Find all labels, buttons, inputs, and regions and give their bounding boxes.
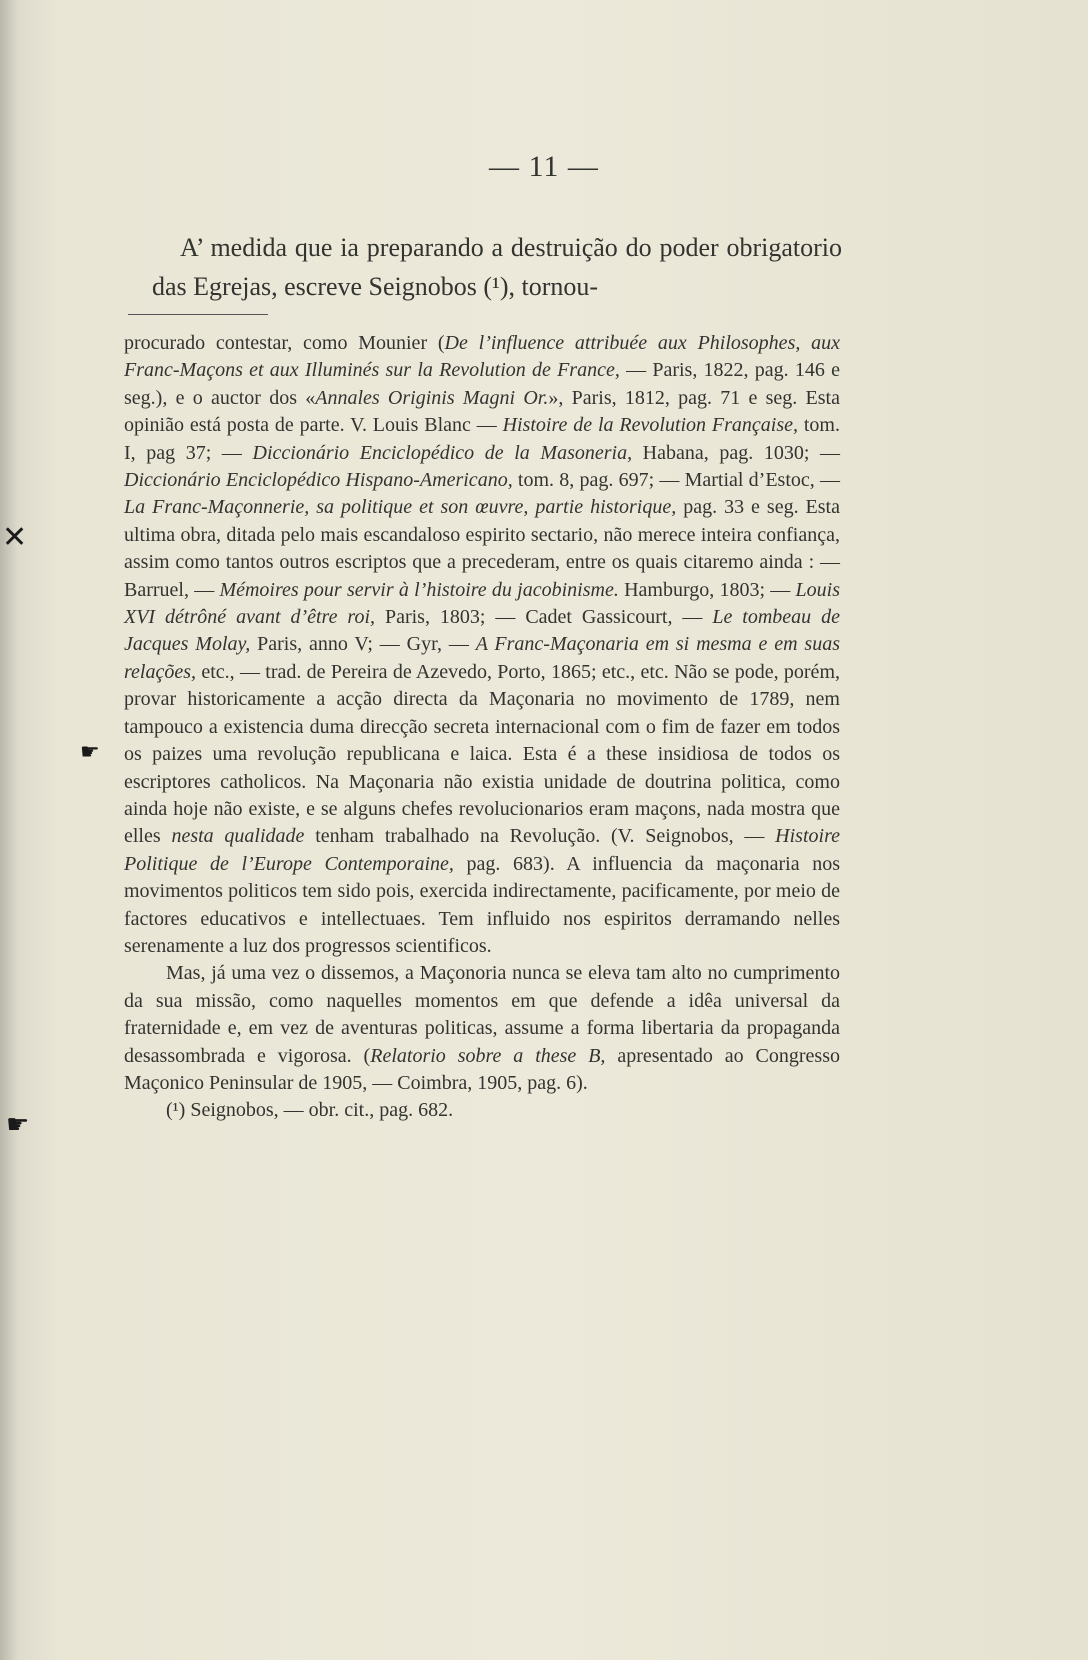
pointer-mark-icon-2: ☛: [6, 1110, 30, 1140]
note-text: apresentado ao Congresso Maçonico Peninsular de 1905, — Coimbra, 1905, pag. 6).: [124, 1044, 840, 1094]
note-text: Hamburgo, 1803; —: [618, 578, 796, 601]
note-text: Habana, pag. 1030; —: [632, 441, 841, 464]
footnote: (¹) Seignobos, — obr. cit., pag. 682.: [166, 1099, 454, 1122]
italic-title: Diccionário Enciclopédico de la Masoneria,: [252, 441, 633, 464]
italic-title: De l’influence attribuée aux Philosophes, aux Franc-Maçons et aux Illuminés sur la Revolution de France,: [124, 332, 840, 382]
note-text: Paris, 1803; — Cadet Gassicourt, —: [375, 606, 713, 629]
italic-title: Histoire Politique de l’Europe Contemporaine,: [124, 825, 840, 875]
italic-title: nesta qualidade: [171, 825, 305, 848]
note-text: tom. 8, pag. 697; — Martial d’Estoc, —: [512, 469, 840, 492]
note-text: pag. 683). A influencia da maçonaria nos movimentos politicos tem sido pois, exercida indirectamente, pacificamente, por meio de factores educativos e intellectuaes. Tem influido nos espiritos derramando nelles serenamente a luz dos progressos scientificos.: [124, 852, 840, 957]
italic-title: Louis XVI détrôné avant d’être roi,: [124, 578, 840, 629]
note-paragraph-2: [124, 960, 840, 1097]
italic-title: La Franc-Maçonnerie, sa politique et son œuvre, partie historique,: [124, 496, 677, 519]
italic-title: A Franc-Maçonaria em si mesma e em suas relações,: [124, 633, 840, 683]
note-text: Mas, já uma vez o dissemos, a Maçonoria nunca se eleva tam alto no cumprimento da sua missão, como naquelles momentos em que defende a idêa universal da fraternidade e, em vez de aventuras politicas, assume a forma libertaria da propaganda desassombrada e vigorosa. (: [124, 962, 840, 1067]
note-text: tenham trabalhado na Revolução. (V. Seignobos, —: [304, 825, 776, 848]
note-text: — Paris, 1822, pag. 146 e seg.), e o auctor dos «: [124, 359, 840, 409]
note-paragraph-1: [124, 330, 840, 960]
note-text: pag. 33 e seg. Esta ultima obra, ditada pelo mais escandaloso espirito sectario, não merece inteira confiança, assim como tantos outros escriptos que a precederam, entre os quais citaremo ainda : — Barruel, —: [124, 496, 840, 601]
italic-title: Mémoires pour servir à l’histoire du jacobinisme.: [219, 578, 619, 601]
italic-title: Le tombeau de Jacques Molay,: [124, 606, 840, 656]
body-paragraph: A’ medida que ia preparando a destruição do poder obrigatorio das Egrejas, escreve Seignobos (¹), tornou-: [152, 233, 842, 301]
italic-title: Histoire de la Revolution Française,: [502, 414, 799, 437]
note-text: tom. I, pag 37; —: [124, 414, 840, 464]
italic-title: Annales Originis Magni Or.: [315, 386, 549, 409]
note-text: procurado contestar, como Mounier (: [124, 332, 445, 354]
note-text: », Paris, 1812, pag. 71 e seg. Esta opinião está posta de parte. V. Louis Blanc —: [124, 386, 840, 437]
italic-title: Relatorio sobre a these B,: [370, 1044, 606, 1067]
page-number: — 11 —: [489, 150, 599, 183]
note-text: Paris, anno V; — Gyr, —: [250, 633, 476, 656]
notes-block: [124, 330, 840, 1125]
pin-mark-icon: ✕: [2, 520, 28, 555]
footnote-rule: [128, 314, 268, 315]
italic-title: Diccionário Enciclopédico Hispano-Americano,: [124, 469, 513, 492]
pointer-mark-icon: ☛: [80, 740, 100, 765]
note-text: etc., — trad. de Pereira de Azevedo, Porto, 1865; etc., etc. Não se pode, porém, provar historicamente a acção directa da Maçonaria no movimento de 1789, nem tampouco a existencia duma direcção secreta internacional com o fim de fazer em todos os paizes uma revolução republicana e laica. Esta é a these insidiosa de todos os escriptores catholicos. Na Maçonaria não existia unidade de doutrina politica, como ainda hoje não existe, e se alguns chefes revolucionarios eram maçons, nada mostra que elles: [124, 660, 840, 848]
